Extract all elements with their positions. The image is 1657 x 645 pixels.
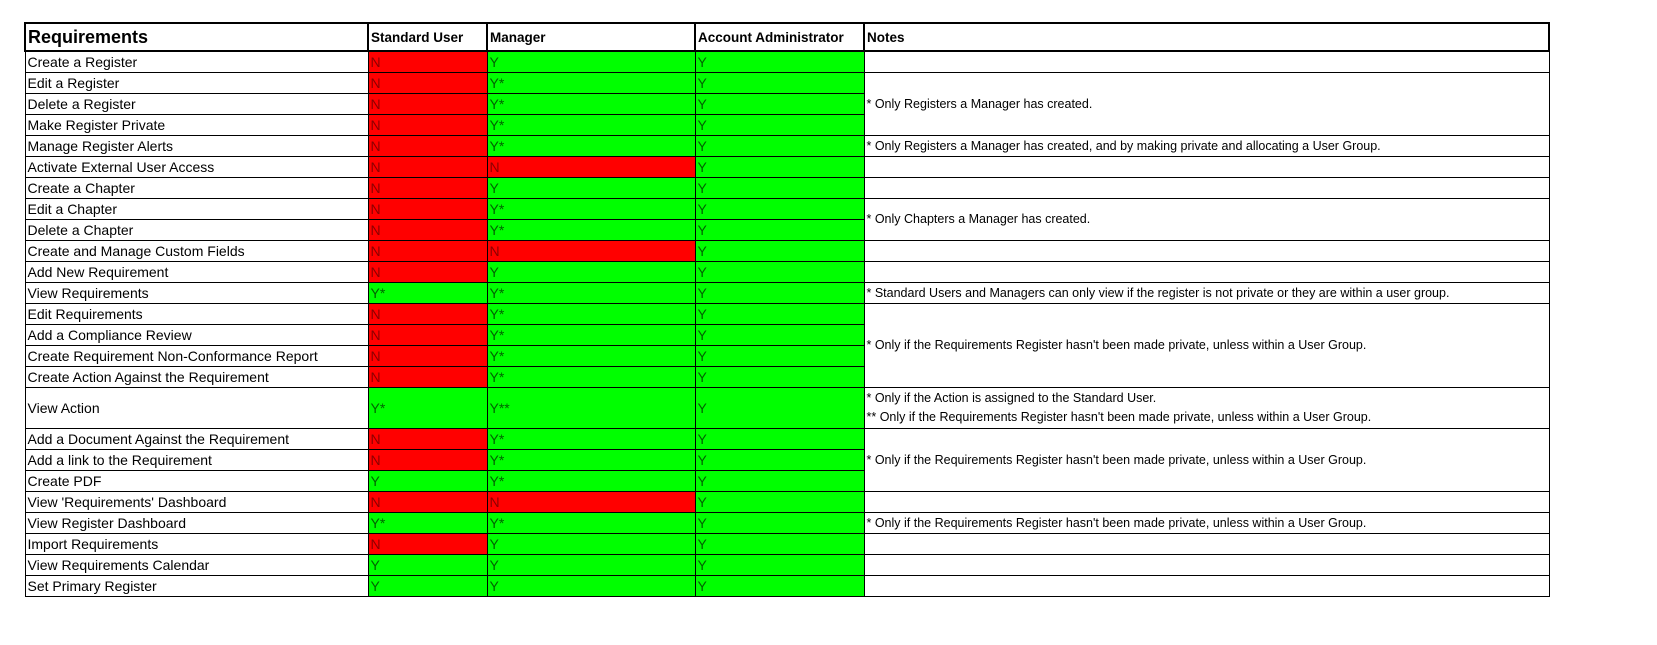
account-administrator-cell: Y — [695, 157, 864, 178]
requirement-cell: View 'Requirements' Dashboard — [25, 492, 368, 513]
requirement-cell: Delete a Chapter — [25, 220, 368, 241]
standard-user-cell: N — [368, 241, 487, 262]
notes-cell — [864, 555, 1549, 576]
notes-cell — [864, 513, 1549, 534]
standard-user-cell: N — [368, 346, 487, 367]
manager-cell: Y* — [487, 115, 695, 136]
header-notes: Notes — [864, 23, 1549, 51]
standard-user-cell: N — [368, 534, 487, 555]
note-text: * Only if the Action is assigned to the Standard User. — [866, 391, 1157, 405]
notes-cell — [864, 388, 1549, 429]
manager-cell: N — [487, 492, 695, 513]
notes-cell — [864, 157, 1549, 178]
manager-cell: Y — [487, 576, 695, 597]
manager-cell: Y* — [487, 73, 695, 94]
manager-cell: Y* — [487, 283, 695, 304]
account-administrator-cell: Y — [695, 325, 864, 346]
account-administrator-cell: Y — [695, 576, 864, 597]
table-row — [25, 51, 1549, 73]
standard-user-cell: N — [368, 136, 487, 157]
requirement-cell: View Register Dashboard — [25, 513, 368, 534]
standard-user-cell: N — [368, 199, 487, 220]
notes-cell — [864, 283, 1549, 304]
table-row — [25, 157, 1549, 178]
standard-user-cell: N — [368, 94, 487, 115]
account-administrator-cell: Y — [695, 241, 864, 262]
notes-cell — [864, 51, 1549, 73]
note-text: * Only Registers a Manager has created, and by making private and allocating a User Group. — [866, 138, 1381, 153]
manager-cell: Y* — [487, 471, 695, 492]
header-row — [25, 23, 1549, 51]
table-row — [25, 262, 1549, 283]
manager-cell: Y* — [487, 367, 695, 388]
manager-cell: Y — [487, 534, 695, 555]
requirement-cell: View Requirements — [25, 283, 368, 304]
note-text: * Only if the Requirements Register hasn't been made private, unless within a User Group. — [866, 452, 1367, 467]
standard-user-cell: N — [368, 492, 487, 513]
manager-cell: Y* — [487, 450, 695, 471]
account-administrator-cell: Y — [695, 534, 864, 555]
standard-user-cell: N — [368, 262, 487, 283]
notes-cell — [864, 178, 1549, 199]
standard-user-cell: N — [368, 51, 487, 73]
manager-cell: Y* — [487, 94, 695, 115]
requirement-cell: Create a Register — [25, 51, 368, 73]
manager-cell: Y — [487, 262, 695, 283]
table-row — [25, 513, 1549, 534]
standard-user-cell: N — [368, 325, 487, 346]
standard-user-cell: N — [368, 115, 487, 136]
table-row — [25, 534, 1549, 555]
manager-cell: Y — [487, 51, 695, 73]
table-row — [25, 136, 1549, 157]
account-administrator-cell: Y — [695, 450, 864, 471]
manager-cell: Y* — [487, 513, 695, 534]
notes-cell — [864, 73, 1549, 136]
account-administrator-cell: Y — [695, 115, 864, 136]
notes-cell — [864, 304, 1549, 388]
table-row — [25, 73, 1549, 94]
table-row — [25, 199, 1549, 220]
account-administrator-cell: Y — [695, 471, 864, 492]
manager-cell: Y* — [487, 199, 695, 220]
manager-cell: Y* — [487, 325, 695, 346]
account-administrator-cell: Y — [695, 94, 864, 115]
requirement-cell: Add a Document Against the Requirement — [25, 429, 368, 450]
note-text: * Only Chapters a Manager has created. — [866, 212, 1091, 226]
requirement-cell: Create a Chapter — [25, 178, 368, 199]
account-administrator-cell: Y — [695, 388, 864, 429]
table-row — [25, 492, 1549, 513]
note-text: ** Only if the Requirements Register hasn't been made private, unless within a User Group. — [866, 410, 1372, 424]
manager-cell: N — [487, 241, 695, 262]
manager-cell: Y* — [487, 220, 695, 241]
account-administrator-cell: Y — [695, 555, 864, 576]
table-row — [25, 241, 1549, 262]
standard-user-cell: N — [368, 73, 487, 94]
standard-user-cell: N — [368, 157, 487, 178]
requirement-cell: Edit a Register — [25, 73, 368, 94]
requirement-cell: Create Action Against the Requirement — [25, 367, 368, 388]
notes-cell — [864, 199, 1549, 241]
requirement-cell: Create PDF — [25, 471, 368, 492]
standard-user-cell: Y* — [368, 283, 487, 304]
account-administrator-cell: Y — [695, 346, 864, 367]
standard-user-cell: N — [368, 367, 487, 388]
account-administrator-cell: Y — [695, 199, 864, 220]
manager-cell: Y** — [487, 388, 695, 429]
standard-user-cell: N — [368, 178, 487, 199]
standard-user-cell: N — [368, 429, 487, 450]
requirement-cell: Delete a Register — [25, 94, 368, 115]
notes-cell — [864, 492, 1549, 513]
header-manager: Manager — [487, 23, 695, 51]
account-administrator-cell: Y — [695, 492, 864, 513]
table-row — [25, 283, 1549, 304]
requirement-cell: Edit Requirements — [25, 304, 368, 325]
standard-user-cell: N — [368, 450, 487, 471]
notes-cell — [864, 241, 1549, 262]
standard-user-cell: N — [368, 220, 487, 241]
standard-user-cell: N — [368, 304, 487, 325]
requirement-cell: Edit a Chapter — [25, 199, 368, 220]
account-administrator-cell: Y — [695, 304, 864, 325]
standard-user-cell: Y — [368, 555, 487, 576]
table-row — [25, 429, 1549, 450]
notes-cell — [864, 136, 1549, 157]
manager-cell: Y* — [487, 346, 695, 367]
standard-user-cell: Y* — [368, 513, 487, 534]
account-administrator-cell: Y — [695, 73, 864, 94]
table-row — [25, 576, 1549, 597]
requirement-cell: View Requirements Calendar — [25, 555, 368, 576]
requirement-cell: Add a link to the Requirement — [25, 450, 368, 471]
account-administrator-cell: Y — [695, 136, 864, 157]
table-row — [25, 304, 1549, 325]
table-row — [25, 388, 1549, 429]
account-administrator-cell: Y — [695, 513, 864, 534]
account-administrator-cell: Y — [695, 367, 864, 388]
manager-cell: Y* — [487, 304, 695, 325]
requirement-cell: Activate External User Access — [25, 157, 368, 178]
requirement-cell: Add a Compliance Review — [25, 325, 368, 346]
notes-cell — [864, 534, 1549, 555]
account-administrator-cell: Y — [695, 283, 864, 304]
header-account-administrator: Account Administrator — [695, 23, 864, 51]
manager-cell: Y — [487, 178, 695, 199]
header-requirements: Requirements — [25, 23, 368, 51]
account-administrator-cell: Y — [695, 429, 864, 450]
requirement-cell: Create Requirement Non-Conformance Report — [25, 346, 368, 367]
manager-cell: Y* — [487, 429, 695, 450]
table-row — [25, 178, 1549, 199]
manager-cell: Y* — [487, 136, 695, 157]
standard-user-cell: Y — [368, 576, 487, 597]
standard-user-cell: Y* — [368, 388, 487, 429]
requirement-cell: View Action — [25, 388, 368, 429]
note-text: * Only Registers a Manager has created. — [866, 96, 1093, 111]
notes-cell — [864, 262, 1549, 283]
permissions-table — [24, 22, 1550, 597]
account-administrator-cell: Y — [695, 262, 864, 283]
requirement-cell: Make Register Private — [25, 115, 368, 136]
notes-cell — [864, 429, 1549, 492]
requirement-cell: Add New Requirement — [25, 262, 368, 283]
requirement-cell: Manage Register Alerts — [25, 136, 368, 157]
account-administrator-cell: Y — [695, 178, 864, 199]
notes-cell — [864, 576, 1549, 597]
note-text: * Only if the Requirements Register hasn't been made private, unless within a User Group. — [866, 338, 1367, 352]
table-row — [25, 555, 1549, 576]
account-administrator-cell: Y — [695, 220, 864, 241]
manager-cell: N — [487, 157, 695, 178]
note-text: * Only if the Requirements Register hasn't been made private, unless within a User Group. — [866, 515, 1367, 530]
requirement-cell: Import Requirements — [25, 534, 368, 555]
note-text: * Standard Users and Managers can only view if the register is not private or they are within a user group. — [866, 285, 1450, 300]
standard-user-cell: Y — [368, 471, 487, 492]
requirement-cell: Create and Manage Custom Fields — [25, 241, 368, 262]
account-administrator-cell: Y — [695, 51, 864, 73]
manager-cell: Y — [487, 555, 695, 576]
header-standard-user: Standard User — [368, 23, 487, 51]
requirement-cell: Set Primary Register — [25, 576, 368, 597]
